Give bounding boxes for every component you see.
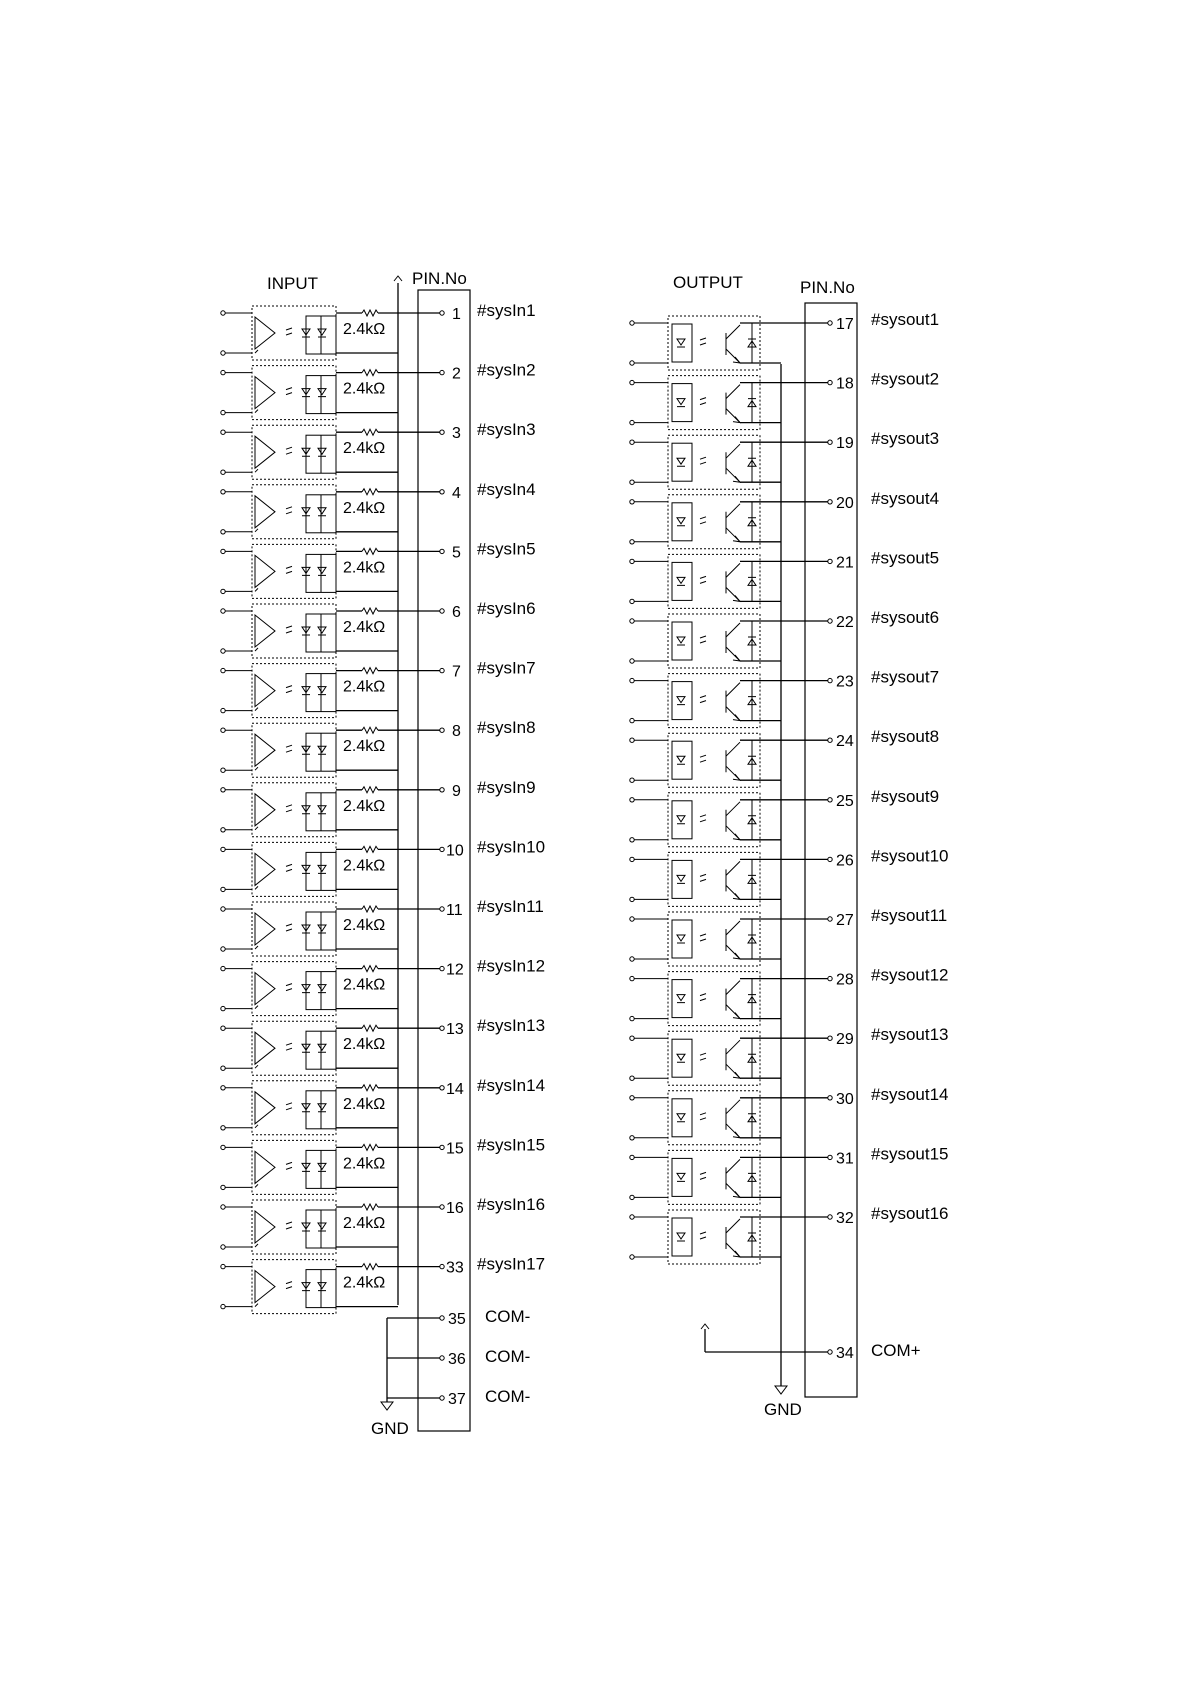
output-channel: [630, 370, 939, 430]
pin-number: 11: [446, 902, 463, 919]
signal-label: #sysIn13: [477, 1016, 546, 1036]
input-channel: [221, 1195, 545, 1254]
pin-terminal-icon: [828, 440, 832, 444]
terminal-icon: [630, 1136, 634, 1140]
output-channel: [630, 1025, 949, 1085]
pin-number: 31: [836, 1150, 854, 1168]
pin-terminal-icon: [440, 430, 444, 434]
resistor-label: 2.4kΩ: [343, 1155, 386, 1173]
pin-number: 8: [452, 723, 461, 741]
pin-number: 13: [446, 1021, 464, 1039]
input-channel: [221, 480, 536, 539]
resistor-label: 2.4kΩ: [343, 678, 386, 696]
terminal-icon: [630, 1215, 634, 1219]
terminal-icon: [221, 1205, 225, 1209]
resistor-label: 2.4kΩ: [343, 738, 386, 756]
signal-label: #sysout13: [871, 1025, 949, 1045]
resistor-icon: [362, 370, 378, 376]
input-channel: [221, 778, 536, 837]
resistor-icon: [362, 1204, 378, 1210]
pin-number: 23: [836, 673, 854, 691]
terminal-icon: [630, 1016, 634, 1020]
resistor-label: 2.4kΩ: [343, 559, 386, 577]
terminal-icon: [630, 480, 634, 484]
resistor-icon: [362, 668, 378, 674]
output-connector-block: [805, 303, 857, 1397]
resistor-label: 2.4kΩ: [343, 797, 386, 815]
terminal-icon: [630, 420, 634, 424]
pin-terminal-icon: [440, 609, 444, 613]
input-channel: [221, 420, 536, 479]
signal-label: #sysout4: [871, 488, 940, 508]
pin-number: 6: [452, 604, 461, 621]
pin-terminal-icon: [440, 1086, 444, 1090]
terminal-icon: [221, 1126, 225, 1130]
signal-label: #sysout6: [871, 608, 940, 627]
signal-label: #sysout7: [871, 667, 940, 687]
signal-label: #sysIn16: [477, 1195, 546, 1214]
pin-number: 36: [448, 1351, 466, 1368]
terminal-icon: [630, 500, 634, 504]
terminal-icon: [221, 907, 225, 911]
pin-number: 14: [446, 1080, 464, 1098]
terminal-icon: [630, 540, 634, 544]
terminal-icon: [630, 1155, 634, 1159]
resistor-icon: [362, 310, 378, 316]
pin-number: 17: [836, 316, 854, 333]
pin-number: 9: [452, 782, 461, 800]
signal-label: #sysout2: [871, 369, 940, 389]
output-channel: [630, 727, 939, 787]
terminal-icon: [630, 857, 634, 861]
pin-terminal-icon: [828, 559, 832, 563]
input-pin-header: PIN.No: [412, 269, 467, 288]
output-channels: [630, 310, 949, 1264]
output-channel: [630, 846, 949, 906]
pin-number: 37: [448, 1391, 466, 1408]
signal-label: #sysIn11: [477, 897, 544, 916]
pin-terminal-icon: [440, 728, 444, 732]
signal-label: #sysIn5: [477, 539, 536, 559]
pin-number: 33: [446, 1259, 464, 1277]
terminal-icon: [221, 311, 225, 315]
terminal-icon: [221, 490, 225, 494]
signal-label: #sysout16: [871, 1204, 949, 1223]
terminal-icon: [221, 768, 225, 772]
pin-number: 20: [836, 494, 854, 512]
terminal-icon: [221, 828, 225, 832]
terminal-icon: [630, 440, 634, 444]
signal-label: #sysout5: [871, 548, 940, 568]
resistor-label: 2.4kΩ: [343, 321, 386, 338]
pin-terminal-icon: [440, 966, 444, 970]
signal-label: #sysout10: [871, 846, 949, 866]
terminal-icon: [630, 778, 634, 782]
pin-terminal-icon: [440, 1205, 444, 1209]
pin-terminal-icon: [440, 788, 444, 792]
signal-label: #sysout1: [871, 310, 940, 329]
terminal-icon: [221, 530, 225, 534]
terminal-icon: [221, 1245, 225, 1249]
resistor-icon: [362, 608, 378, 614]
output-channel: [630, 429, 939, 489]
terminal-icon: [630, 1255, 634, 1259]
output-channel: [630, 668, 939, 728]
pin-terminal-icon: [828, 380, 832, 384]
resistor-icon: [362, 1025, 378, 1031]
pin-number: 25: [836, 792, 854, 810]
resistor-icon: [362, 727, 378, 733]
com-minus-label: COM-: [485, 1347, 531, 1366]
terminal-icon: [630, 559, 634, 563]
resistor-label: 2.4kΩ: [343, 976, 386, 994]
output-channel: [630, 1144, 949, 1204]
input-supply-bus: [394, 276, 402, 1305]
resistor-icon: [362, 846, 378, 852]
resistor-icon: [362, 489, 378, 495]
input-channel: [221, 957, 545, 1016]
input-ground-label: GND: [371, 1419, 409, 1438]
pin-number: 16: [446, 1200, 464, 1217]
terminal-icon: [630, 917, 634, 921]
pin-number: 2: [452, 365, 461, 383]
resistor-label: 2.4kΩ: [343, 1274, 386, 1292]
output-channel: [630, 489, 939, 549]
input-channel: [221, 1135, 545, 1194]
terminal-icon: [221, 708, 225, 712]
pin-terminal-icon: [440, 1264, 444, 1268]
terminal-icon: [221, 370, 225, 374]
terminal-icon: [630, 738, 634, 742]
pin-number: 32: [836, 1210, 854, 1227]
terminal-icon: [630, 897, 634, 901]
pin-terminal-icon: [440, 847, 444, 851]
pin-terminal-icon: [828, 857, 832, 861]
resistor-icon: [362, 548, 378, 554]
signal-label: #sysIn17: [477, 1254, 546, 1274]
pin-number: 12: [446, 961, 464, 979]
pin-number: 22: [836, 614, 854, 631]
pin-terminal-icon: [828, 976, 832, 980]
pin-terminal-icon: [440, 490, 444, 494]
ground-icon: [381, 1402, 393, 1410]
input-channel: [221, 539, 536, 598]
input-channel: [221, 1076, 545, 1135]
input-channel: [221, 718, 536, 777]
pin-terminal-icon: [828, 500, 832, 504]
pin-number: 10: [446, 842, 464, 860]
terminal-icon: [221, 847, 225, 851]
terminal-icon: [221, 788, 225, 792]
pin-terminal-icon: [828, 1215, 832, 1219]
pin-number: 26: [836, 852, 854, 870]
resistor-label: 2.4kΩ: [343, 917, 386, 934]
terminal-icon: [221, 1006, 225, 1010]
pin-terminal-icon: [440, 311, 444, 315]
terminal-icon: [630, 798, 634, 802]
output-title: OUTPUT: [673, 273, 743, 292]
pin-number: 35: [448, 1311, 466, 1328]
signal-label: #sysIn1: [477, 301, 536, 320]
terminal-icon: [630, 361, 634, 365]
resistor-label: 2.4kΩ: [343, 1215, 386, 1232]
com-minus-label: COM-: [485, 1307, 531, 1326]
signal-label: #sysIn15: [477, 1135, 546, 1155]
output-channel: [630, 548, 939, 608]
terminal-icon: [221, 549, 225, 553]
resistor-icon: [362, 1264, 378, 1270]
resistor-icon: [362, 787, 378, 793]
pin-terminal-icon: [440, 549, 444, 553]
output-com-plus-wire: [701, 1324, 832, 1354]
pin-number: 7: [452, 663, 461, 681]
input-channel: [221, 361, 536, 420]
pin-number: 1: [452, 306, 461, 323]
terminal-icon: [221, 1304, 225, 1308]
signal-label: #sysIn9: [477, 777, 536, 797]
signal-label: #sysIn7: [477, 658, 536, 678]
resistor-icon: [362, 429, 378, 435]
terminal-icon: [221, 1086, 225, 1090]
pin-number: 21: [836, 554, 854, 572]
terminal-icon: [221, 1185, 225, 1189]
terminal-icon: [630, 957, 634, 961]
terminal-icon: [221, 430, 225, 434]
terminal-icon: [630, 678, 634, 682]
pin-number: 15: [446, 1140, 464, 1158]
resistor-label: 2.4kΩ: [343, 440, 386, 458]
terminal-icon: [630, 599, 634, 603]
signal-label: #sysout9: [871, 786, 940, 806]
output-channel: [630, 1085, 949, 1145]
resistor-label: 2.4kΩ: [343, 1036, 386, 1054]
signal-label: #sysout3: [871, 429, 940, 449]
input-title: INPUT: [267, 274, 318, 293]
terminal-icon: [630, 1195, 634, 1199]
pin-terminal-icon: [828, 1036, 832, 1040]
output-common-bus: [775, 364, 787, 1394]
terminal-icon: [221, 351, 225, 355]
resistor-label: 2.4kΩ: [343, 1095, 386, 1113]
terminal-icon: [630, 1096, 634, 1100]
output-channel: [630, 608, 939, 668]
terminal-icon: [630, 659, 634, 663]
pin-number: 34: [836, 1345, 854, 1362]
input-channel: [221, 659, 536, 718]
terminal-icon: [221, 589, 225, 593]
output-channel: [630, 310, 939, 370]
pin-terminal-icon: [440, 907, 444, 911]
terminal-icon: [221, 470, 225, 474]
terminal-icon: [630, 1036, 634, 1040]
signal-label: #sysout12: [871, 965, 949, 985]
output-ground-label: GND: [764, 1400, 802, 1419]
input-channel: [221, 1016, 545, 1075]
terminal-icon: [630, 1076, 634, 1080]
pin-terminal-icon: [828, 738, 832, 742]
input-com-group: [381, 1316, 444, 1410]
pin-terminal-icon: [828, 1155, 832, 1159]
terminal-icon: [221, 947, 225, 951]
terminal-icon: [221, 1264, 225, 1268]
terminal-icon: [630, 838, 634, 842]
signal-label: #sysIn8: [477, 718, 536, 738]
terminal-icon: [221, 728, 225, 732]
resistor-label: 2.4kΩ: [343, 857, 386, 875]
terminal-icon: [221, 1026, 225, 1030]
terminal-icon: [221, 410, 225, 414]
pin-terminal-icon: [440, 1145, 444, 1149]
pin-terminal-icon: [828, 1096, 832, 1100]
signal-label: #sysIn12: [477, 956, 546, 976]
signal-label: #sysout11: [871, 906, 948, 925]
input-channel: [221, 1255, 545, 1314]
output-channel: [630, 906, 947, 966]
pin-number: 24: [836, 733, 854, 751]
terminal-icon: [630, 380, 634, 384]
signal-label: #sysIn10: [477, 837, 546, 857]
resistor-label: 2.4kΩ: [343, 380, 386, 398]
resistor-label: 2.4kΩ: [343, 499, 386, 517]
output-channel: [630, 787, 939, 847]
pin-number: 28: [836, 971, 854, 989]
pin-number: 3: [452, 425, 461, 443]
input-channel: [221, 897, 544, 956]
signal-label: #sysout8: [871, 727, 940, 747]
terminal-icon: [221, 887, 225, 891]
pin-terminal-icon: [440, 370, 444, 374]
pin-terminal-icon: [440, 668, 444, 672]
output-channel: [630, 966, 949, 1026]
signal-label: #sysIn3: [477, 420, 536, 440]
pin-number: 18: [836, 375, 854, 393]
com-minus-label: COM-: [485, 1387, 531, 1406]
resistor-icon: [362, 966, 378, 972]
pin-number: 29: [836, 1031, 854, 1049]
terminal-icon: [630, 718, 634, 722]
input-channel: [221, 837, 545, 896]
terminal-icon: [221, 1145, 225, 1149]
signal-label: #sysIn4: [477, 479, 536, 499]
terminal-icon: [630, 619, 634, 623]
signal-label: #sysout15: [871, 1144, 949, 1164]
pin-terminal-icon: [440, 1026, 444, 1030]
ground-icon: [775, 1386, 787, 1394]
pin-terminal-icon: [828, 917, 832, 921]
signal-label: #sysIn2: [477, 360, 536, 380]
signal-label: #sysout14: [871, 1084, 949, 1104]
resistor-label: 2.4kΩ: [343, 619, 386, 636]
terminal-icon: [630, 321, 634, 325]
pin-terminal-icon: [828, 321, 832, 325]
output-pin-header: PIN.No: [800, 278, 855, 297]
signal-label: #sysIn14: [477, 1075, 546, 1095]
terminal-icon: [221, 966, 225, 970]
resistor-icon: [362, 906, 378, 912]
pin-terminal-icon: [828, 678, 832, 682]
terminal-icon: [630, 976, 634, 980]
output-channel: [630, 1204, 949, 1264]
signal-label: #sysIn6: [477, 599, 536, 618]
terminal-icon: [221, 668, 225, 672]
resistor-icon: [362, 1144, 378, 1150]
pin-number: 30: [836, 1090, 854, 1108]
input-channel: [221, 599, 536, 658]
pin-number: 4: [452, 484, 461, 502]
pin-number: 27: [836, 912, 854, 929]
terminal-icon: [221, 1066, 225, 1070]
input-channel: [221, 301, 536, 360]
input-channels: [221, 301, 545, 1314]
pin-terminal-icon: [828, 619, 832, 623]
pin-terminal-icon: [828, 798, 832, 802]
resistor-icon: [362, 1085, 378, 1091]
terminal-icon: [221, 649, 225, 653]
terminal-icon: [221, 609, 225, 613]
com-plus-label: COM+: [871, 1341, 921, 1360]
pin-number: 5: [452, 544, 461, 562]
pin-number: 19: [836, 435, 854, 453]
